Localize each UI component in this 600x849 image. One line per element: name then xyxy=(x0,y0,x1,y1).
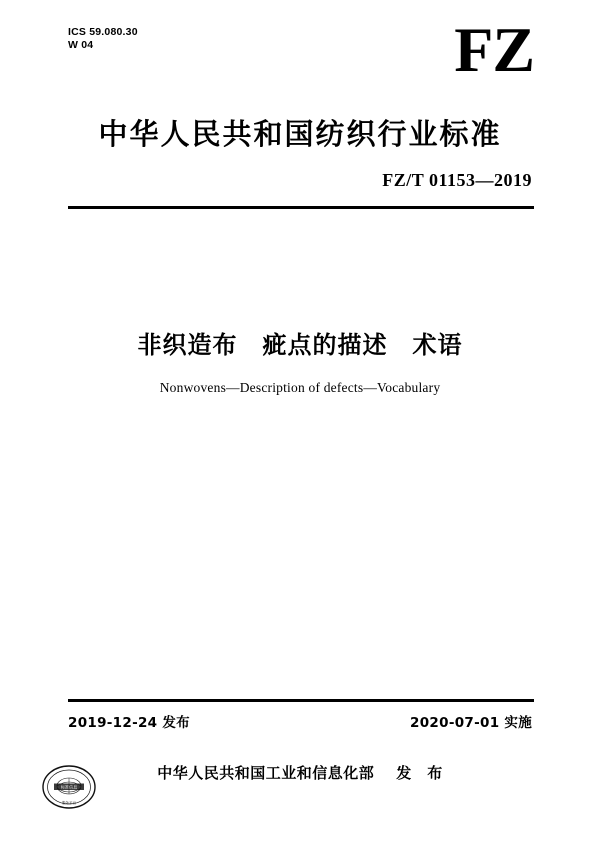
document-title-english: Nonwovens—Description of defects—Vocabulary xyxy=(159,380,441,395)
publisher-footer xyxy=(0,762,600,783)
fz-logo: FZ xyxy=(454,14,534,85)
document-title-chinese: 非织造布 疵点的描述 术语 xyxy=(137,331,463,359)
issue-date: 2019-12-24 发布 xyxy=(68,715,190,731)
header-divider xyxy=(68,206,534,209)
publisher-name: 中华人民共和国工业和信息化部 xyxy=(157,764,375,782)
ics-classification xyxy=(68,26,138,52)
ics-code: ICS 59.080.30 xyxy=(68,26,138,38)
footer-divider xyxy=(68,699,534,702)
issuing-authority-title: 中华人民共和国纺织行业标准 xyxy=(98,117,502,151)
svg-text:服务平台: 服务平台 xyxy=(61,801,77,805)
publish-verb: 发 布 xyxy=(396,764,443,782)
svg-text:标准信息: 标准信息 xyxy=(60,784,78,790)
ccs-code: W 04 xyxy=(68,39,94,51)
standard-number: FZ/T 01153—2019 xyxy=(382,170,532,190)
effective-date: 2020-07-01 实施 xyxy=(410,715,532,731)
